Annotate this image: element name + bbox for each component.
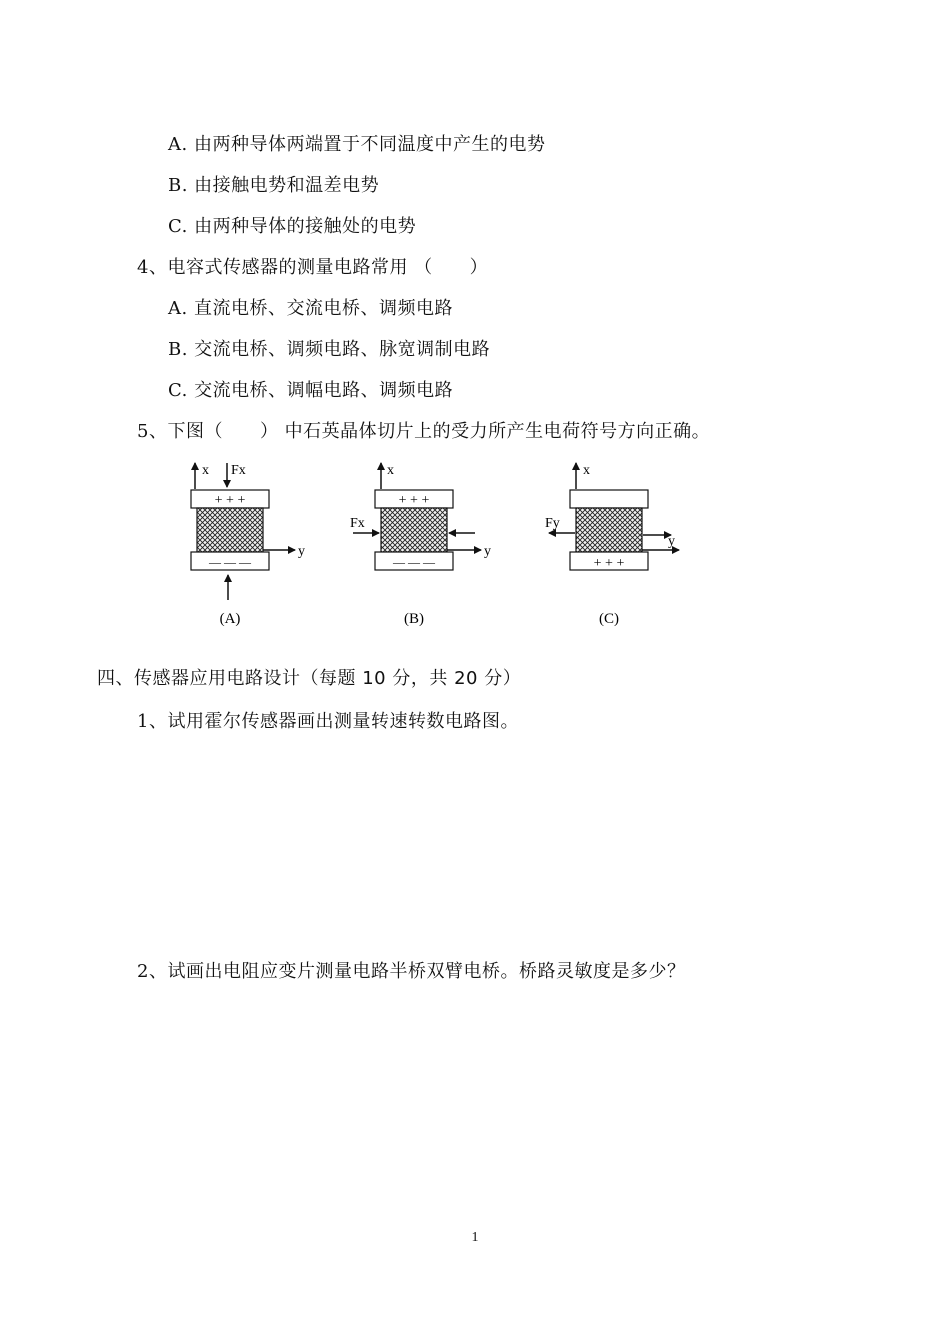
figure-b-top-charge: + + + (398, 493, 430, 508)
q3-option-c: C. 由两种导体的接触处的电势 (168, 216, 417, 237)
q3-option-b: B. 由接触电势和温差电势 (168, 175, 380, 196)
q5-stem: 5、下图（ ） 中石英晶体切片上的受力所产生电荷符号方向正确。 (137, 421, 711, 442)
section-4-question-2: 2、试画出电阻应变片测量电路半桥双臂电桥。桥路灵敏度是多少？ (137, 961, 686, 982)
section-4-title: 四、传感器应用电路设计（每题 10 分，共 20 分） (97, 668, 522, 689)
q4-option-c: C. 交流电桥、调幅电路、调频电路 (168, 380, 454, 401)
q3-option-a: A. 由两种导体两端置于不同温度中产生的电势 (168, 134, 546, 155)
section-4-question-1: 1、试用霍尔传感器画出测量转速转数电路图。 (137, 711, 519, 732)
figure-a-force-label: Fx (231, 463, 246, 478)
figure-b-force-label: Fx (350, 516, 365, 531)
figure-a-axis-y: y (298, 544, 305, 559)
figure-a-axis-x: x (202, 463, 209, 478)
figure-c-bottom-charge: + + + (593, 556, 625, 571)
figure-c-caption: (C) (599, 611, 619, 627)
figure-b (350, 463, 491, 627)
figure-a-bottom-charge: — — — (209, 555, 251, 569)
figure-c-axis-y: y (668, 534, 675, 549)
figure-b-axis-x: x (387, 463, 394, 478)
q4-option-a: A. 直流电桥、交流电桥、调频电路 (168, 298, 453, 319)
figure-a-top-charge: + + + (214, 493, 246, 508)
figure-b-caption: (B) (404, 611, 424, 627)
figure-b-bottom-charge: — — — (393, 555, 435, 569)
figure-c (545, 463, 679, 627)
q4-option-b: B. 交流电桥、调频电路、脉宽调制电路 (168, 339, 491, 360)
quartz-crystal-figures (175, 455, 715, 635)
figure-c-force-label: Fy (545, 516, 560, 531)
figure-a (191, 463, 305, 627)
q4-stem: 4、电容式传感器的测量电路常用 （ ） (137, 257, 489, 278)
page-number: 1 (471, 1230, 479, 1245)
figure-b-axis-y: y (484, 544, 491, 559)
figure-a-caption: (A) (219, 611, 241, 627)
figure-c-axis-x: x (583, 463, 590, 478)
